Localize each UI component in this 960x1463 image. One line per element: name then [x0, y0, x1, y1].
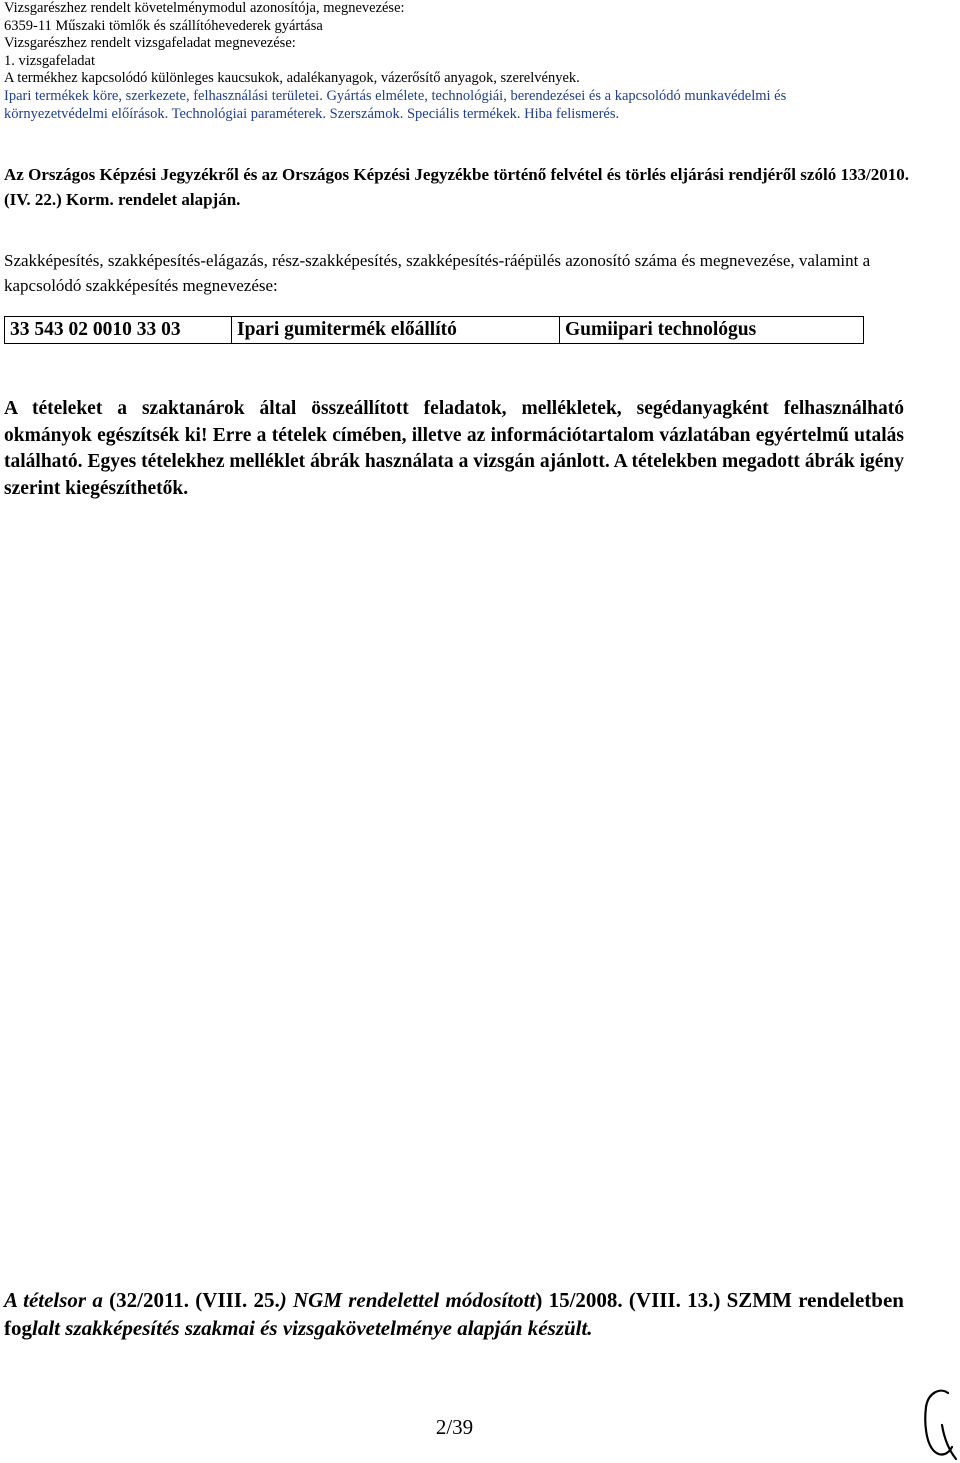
- footer-note-part: A tételsor a: [4, 1288, 103, 1312]
- module-header: [4, 0, 944, 123]
- qualification-table: [4, 316, 864, 344]
- footer-note-part: (32/2011. (VIII. 25.: [102, 1288, 280, 1312]
- footer-note-part: lalt szakképesítés szakmai és vizsgakövetelménye alapján készült.: [32, 1316, 593, 1340]
- header-line: 6359-11 Műszaki tömlők és szállítóhevederek gyártása: [4, 17, 323, 34]
- header-line: Vizsgarészhez rendelt vizsgafeladat megnevezése:: [4, 35, 296, 52]
- header-line: környezetvédelmi előírások. Technológiai paraméterek. Szerszámok. Speciális termékek. Hiba felismerés.: [4, 105, 620, 122]
- related-qualification: Gumiipari technológus: [565, 319, 757, 340]
- header-line: A termékhez kapcsolódó különleges kaucsukok, adalékanyagok, vázerősítő anyagok, szerelvények.: [4, 70, 580, 87]
- qualification-intro: Szakképesítés, szakképesítés-elágazás, rész-szakképesítés, szakképesítés-ráépülés azonosító száma és megnevezése, valamint a kapcsolódó szakképesítés megnevezése:: [4, 251, 871, 295]
- signature-mark: [918, 1385, 960, 1463]
- decree-reference: Az Országos Képzési Jegyzékről és az Országos Képzési Jegyzékbe történő felvétel és törlés eljárási rendjéről szóló 133/2010. (IV. 22.) Korm. rendelet alapján.: [4, 165, 909, 209]
- header-line: 1. vizsgafeladat: [4, 52, 95, 69]
- header-line: Vizsgarészhez rendelt követelménymodul azonosítója, megnevezése:: [4, 0, 405, 16]
- page-number: 2/39: [435, 1415, 474, 1439]
- qualification-code: 33 543 02 0010 33 03: [5, 317, 232, 343]
- header-line: Ipari termékek köre, szerkezete, felhasználási területei. Gyártás elmélete, technológiái, berendezései és a kapcsolódó munkavédelmi és: [4, 87, 787, 104]
- instructions-paragraph: A tételeket a szaktanárok által összeállított feladatok, mellékletek, segédanyagként felhasználható okmányok egészítsék ki! Erre a tételek címében, illetve az információtartalom vázlatában egyértelmű utalás található. Egyes tételekhez melléklet ábrák használata a vizsgán ajánlott. A tételekben megadott ábrák igény szerint kiegészíthetők.: [4, 398, 904, 499]
- footer-note-part: ) NGM rendelettel módosított: [279, 1288, 536, 1312]
- footer-note: [4, 1286, 904, 1342]
- qualification-name: Ipari gumitermék előállító: [232, 317, 560, 343]
- footer-note-part: ) 15/2008. (VIII. 13.) SZMM rendeletben fog: [4, 1288, 904, 1340]
